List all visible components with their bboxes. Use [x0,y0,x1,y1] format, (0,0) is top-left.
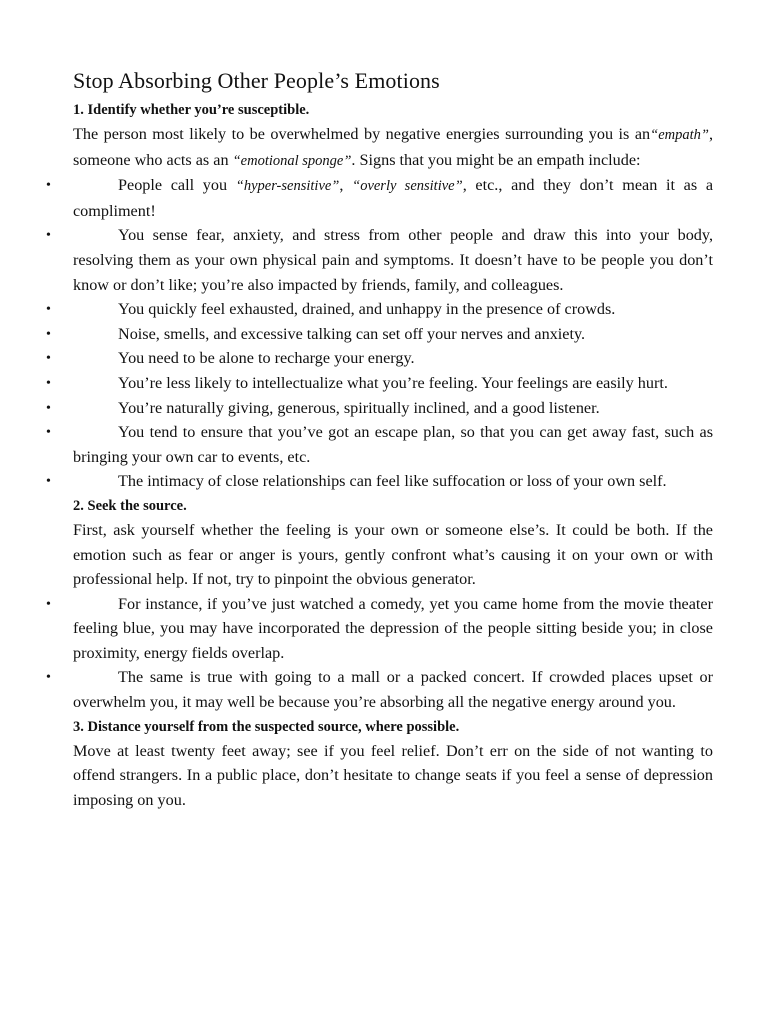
list-item: • You’re naturally giving, generous, spiritually inclined, and a good listener. [73,396,713,421]
list-item: • You sense fear, anxiety, and stress from other people and draw this into your body, resolving them as your own physical pain and symptoms. It doesn’t have to be people you don’t know or don’t like; you’re also impacted by friends, family, and colleagues. [73,223,713,297]
document-body [46,66,714,812]
list-item: • For instance, if you’ve just watched a comedy, yet you came home from the movie theater feeling blue, you may have incorporated the depression of the people sitting beside you; in close proximity, energy fields overlap. [73,592,713,666]
section-3-intro: Move at least twenty feet away; see if you feel relief. Don’t err on the side of not wanting to offend strangers. In a public place, don’t hesitate to change seats if you feel a sense of depression imposing on you. [73,741,713,809]
list-item: • You tend to ensure that you’ve got an escape plan, so that you can get away fast, such as bringing your own car to events, etc. [73,420,713,469]
page-title: Stop Absorbing Other People’s Emotions [73,68,440,93]
bullet-marker: • [46,351,51,367]
section-2-bullet-list [46,592,713,715]
list-item: • You quickly feel exhausted, drained, and unhappy in the presence of crowds. [73,297,713,322]
bullet-marker: • [46,326,51,342]
list-item: • People call you “hyper-sensitive”, “overly sensitive”, etc., and they don’t mean it as a compliment! [73,173,713,223]
bullet-marker: • [46,375,51,391]
list-item: • The same is true with going to a mall or a packed concert. If crowded places upset or overwhelm you, it may well be because you’re absorbing all the negative energy around you. [73,665,713,714]
bullet-marker: • [46,596,51,612]
section-2-intro: First, ask yourself whether the feeling is your own or someone else’s. It could be both. If the emotion such as fear or anger is yours, gently confront what’s causing it on your own or with professional help. If not, try to pinpoint the obvious generator. [73,520,713,589]
bullet-marker: • [46,425,51,441]
list-item: • You’re less likely to intellectualize what you’re feeling. Your feelings are easily hurt. [73,371,713,396]
bullet-marker: • [46,474,51,490]
section-1-intro: The person most likely to be overwhelmed by negative energies surrounding you is an“empath”, someone who acts as an “emotional sponge”. Signs that you might be an empath include: [73,125,713,169]
section-3-heading: 3. Distance yourself from the suspected source, where possible. [73,718,460,735]
bullet-marker: • [46,670,51,686]
bullet-marker: • [46,228,51,244]
bullet-marker: • [46,302,51,318]
list-item: • You need to be alone to recharge your energy. [73,346,713,371]
bullet-marker: • [46,178,51,194]
bullet-marker: • [46,400,51,416]
section-1-bullet-list [46,173,714,494]
list-item: • The intimacy of close relationships can feel like suffocation or loss of your own self. [73,469,713,494]
section-1-heading: 1. Identify whether you’re susceptible. [73,102,310,118]
section-2-heading: 2. Seek the source. [73,497,187,514]
list-item: • Noise, smells, and excessive talking can set off your nerves and anxiety. [73,322,713,347]
